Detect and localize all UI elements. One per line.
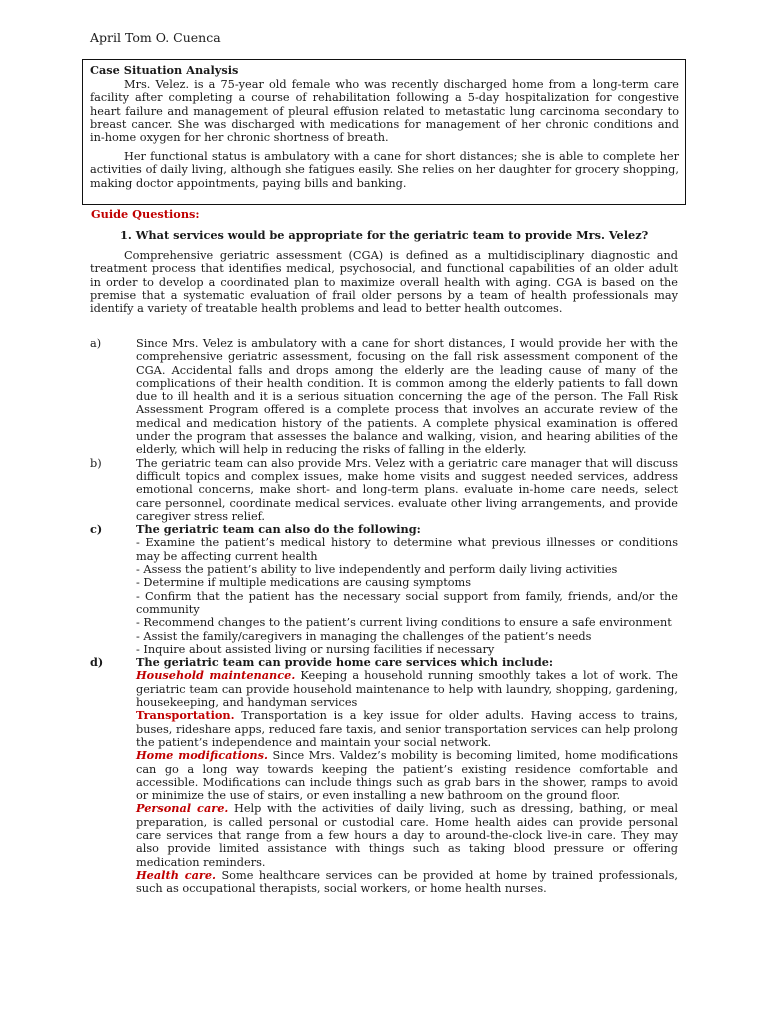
item-marker: d) (90, 655, 104, 670)
service-term-sep: . (264, 748, 268, 763)
list-line: - Examine the patient’s medical history to determine what previous illnesses or conditions may be affecting current health (136, 536, 678, 563)
service-term-sep: . (224, 801, 229, 816)
service-personal-care (136, 802, 678, 868)
service-term: Household maintenance (136, 668, 292, 683)
service-term-sep: . (230, 708, 235, 723)
item-d-heading: The geriatric team can provide home care services which include: (136, 655, 554, 670)
service-household-maintenance (136, 669, 678, 709)
list-line: - Assess the patient’s ability to live independently and perform daily living activities (136, 563, 618, 577)
answer-list (90, 337, 678, 895)
item-a-text: Since Mrs. Velez is ambulatory with a cane for short distances, I would provide her with the comprehensive geriatric assessment, focusing on the fall risk assessment component of the CGA. Accidental falls and drops among the elderly are the leading cause of many of the complications of their health condition. It is common among the elderly patients to fall down due to ill health and it is a serious situation concerning the age of the person. The Fall Risk Assessment Program offered is a complete process that involves an accurate review of the medical and medication history of the patients. A complete physical examination is offered under the program that assesses the balance and walking, vision, and hearing abilities of the elderly, which will help in reducing the risks of falling in the elderly. (136, 337, 678, 457)
list-line: - Inquire about assisted living or nursing facilities if necessary (136, 642, 495, 656)
list-item-b (90, 457, 678, 523)
list-item-d (90, 656, 678, 895)
list-line: - Confirm that the patient has the necessary social support from family, friends, and/or the community (136, 589, 678, 616)
service-term: Transportation (136, 708, 231, 723)
item-marker: c) (90, 522, 103, 537)
service-home-modifications (136, 749, 678, 802)
list-item-c (90, 523, 678, 656)
question-1: 1. What services would be appropriate for the geriatric team to provide Mrs. Velez? (120, 228, 649, 242)
service-term-sep: . (212, 867, 216, 882)
service-text: Since Mrs. Valdez’s mobility is becoming limited, home modifications can go a long way towards keeping the patient’s existing residence comfortable and accessible. Modifications can include things such as grab bars in the shower, ramps to avoid or minimize the use of stairs, or even installing a new bathroom on the ground floor. (136, 749, 678, 803)
item-c-heading: The geriatric team can also do the following: (136, 522, 421, 537)
case-paragraph-2: Her functional status is ambulatory with a cane for short distances; she is able to complete her activities of daily living, although she fatigues easily. She relies on her daughter for grocery shopping, making doctor appointments, paying bills and banking. (90, 150, 679, 190)
item-b-text: The geriatric team can also provide Mrs. Velez with a geriatric care manager that will discuss difficult topics and complex issues, make home visits and suggest needed services, address emotional concerns, make short- and long-term plans. evaluate in-home care needs, select care personnel, coordinate medical services. evaluate other living arrangements, and provide caregiver stress relief. (136, 456, 678, 523)
service-text: Transportation is a key issue for older adults. Having access to trains, buses, rideshare apps, reduced fare taxis, and senior transportation services can help prolong the patient’s independence and maintain your social network. (136, 709, 678, 749)
service-text: Help with the activities of daily living, such as dressing, bathing, or meal preparation, is called personal or custodial care. Home health aides can provide personal care services that range from a few hours a day to around-the-clock live-in care. They may also provide limited assistance with things such as taking blood pressure or offering medication reminders. (136, 802, 678, 869)
list-item-a (90, 337, 678, 457)
list-line: - Determine if multiple medications are causing symptoms (136, 576, 472, 590)
service-term: Personal care (136, 801, 225, 816)
service-term: Home modifications (136, 748, 265, 763)
guide-questions-label: Guide Questions: (91, 207, 200, 221)
service-text: Some healthcare services can be provided at home by trained professionals, such as occupational therapists, social workers, or home health nurses. (136, 868, 678, 896)
service-text: Keeping a household running smoothly takes a lot of work. The geriatric team can provide household maintenance to help with laundry, shopping, gardening, housekeeping, and handyman services (136, 669, 678, 710)
case-title: Case Situation Analysis (90, 63, 239, 77)
cga-intro-paragraph: Comprehensive geriatric assessment (CGA) is defined as a multidisciplinary diagnostic and treatment process that identifies medical, psychosocial, and functional capabilities of an older adult in order to develop a coordinated plan to maximize overall health with aging. CGA is based on the premise that a systematic evaluation of frail older persons by a team of health professionals may identify a variety of treatable health problems and lead to better health outcomes. (90, 249, 678, 316)
author-name: April Tom O. Cuenca (90, 30, 221, 45)
list-line: - Recommend changes to the patient’s current living conditions to ensure a safe environment (136, 616, 672, 630)
service-term: Health care (136, 867, 213, 882)
case-paragraph-1: Mrs. Velez. is a 75-year old female who was recently discharged home from a long-term care facility after completing a course of rehabilitation following a 5-day hospitalization for congestive heart failure and management of pleural effusion related to metastatic lung carcinoma secondary to breast cancer. She was discharged with medications for management of her chronic conditions and in-home oxygen for her chronic shortness of breath. (90, 78, 679, 145)
case-situation-box (82, 59, 686, 205)
service-health-care (136, 869, 678, 896)
item-marker: b) (90, 456, 102, 470)
service-term-sep: . (291, 668, 296, 683)
service-transportation (136, 709, 678, 749)
list-line: - Assist the family/caregivers in managing the challenges of the patient’s needs (136, 629, 592, 643)
item-marker: a) (90, 337, 102, 350)
